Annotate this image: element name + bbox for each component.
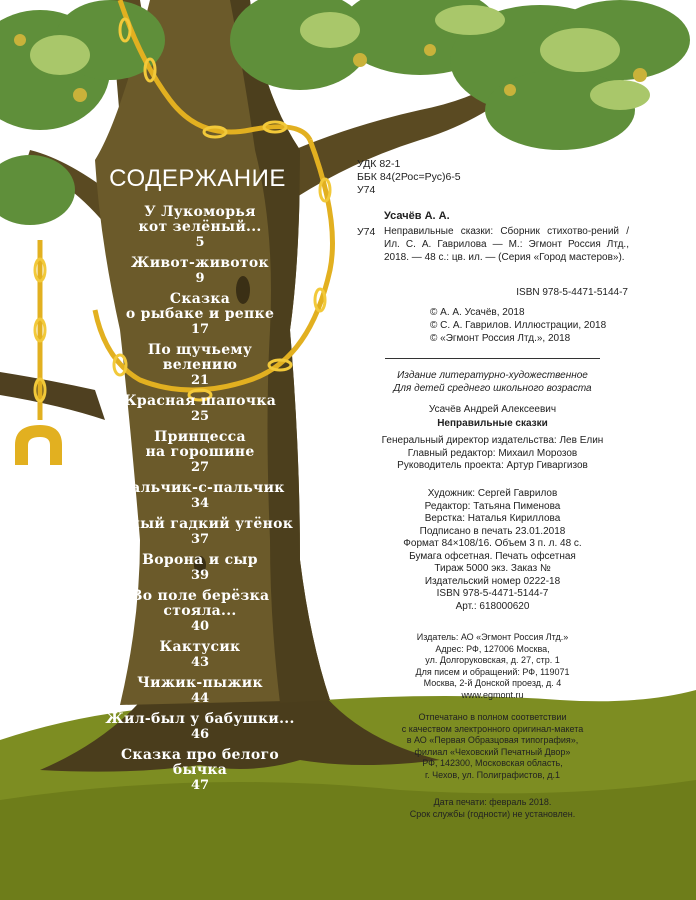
copyright-line: © «Эгмонт Россия Лтд.», 2018 bbox=[430, 333, 571, 344]
production-line: Издательский номер 0222-18 bbox=[424, 575, 561, 587]
author-name: Усачёв А. А. bbox=[384, 210, 450, 222]
toc-entry-title: Мальчик-с-пальчик bbox=[115, 480, 285, 496]
divider bbox=[385, 358, 600, 359]
bibliographic-description: Неправильные сказки: Сборник стихотво-рений / Ил. С. А. Гаврилова — М.: Эгмонт Россия Лтд., 2018. — 48 с.: цв. ил. — (Серия «Город мастеров»). bbox=[384, 226, 629, 263]
production-line: Арт.: 618000620 bbox=[455, 600, 530, 612]
printer-line: в АО «Первая Образцовая типография», bbox=[406, 735, 579, 745]
staff-line: Генеральный директор издательства: Лев Елин bbox=[381, 435, 604, 446]
toc-entry bbox=[95, 712, 305, 742]
toc-entry-title: кот зелёный... bbox=[138, 219, 262, 235]
publisher-line: ул. Долгоруковская, д. 27, стр. 1 bbox=[425, 655, 560, 665]
toc-entry-page: 25 bbox=[190, 409, 210, 424]
branch-left-low bbox=[0, 372, 105, 420]
printer-line: РФ, 142300, Московская область, bbox=[422, 758, 563, 768]
copyrights bbox=[430, 306, 606, 345]
edition-line: Для детей среднего школьного возраста bbox=[393, 382, 592, 394]
toc-title: СОДЕРЖАНИЕ bbox=[109, 165, 286, 192]
copyright-line: © А. А. Усачёв, 2018 bbox=[430, 307, 525, 318]
toc-entry-title: Сказка bbox=[169, 291, 231, 307]
toc-entry-page: 40 bbox=[190, 619, 210, 634]
publisher-line: www.egmont.ru bbox=[461, 689, 524, 700]
classification-codes bbox=[357, 158, 461, 197]
toc-entry bbox=[95, 205, 305, 250]
production-line: Бумага офсетная. Печать офсетная bbox=[409, 550, 576, 562]
production-line: Художник: Сергей Гаврилов bbox=[427, 488, 558, 499]
copyright-line: © С. А. Гаврилов. Иллюстрации, 2018 bbox=[430, 320, 607, 331]
toc-entry-title: Красная шапочка bbox=[123, 393, 277, 409]
toc-entry-page: 44 bbox=[190, 691, 210, 706]
production-line: Верстка: Наталья Кириллова bbox=[424, 513, 561, 524]
production-line: Редактор: Татьяна Пименова bbox=[424, 500, 561, 512]
toc-entry-title: Жил-был у бабушки... bbox=[105, 711, 295, 727]
staff-line: Руководитель проекта: Артур Гиваргизов bbox=[397, 460, 588, 471]
author-full-name: Усачёв Андрей Алексеевич bbox=[428, 404, 557, 415]
toc-entry-title: стояла... bbox=[163, 603, 237, 619]
publisher-line: Для писем и обращений: РФ, 119071 bbox=[415, 666, 570, 677]
toc-entry-page: 34 bbox=[190, 496, 210, 511]
isbn: ISBN 978-5-4471-5144-7 bbox=[516, 287, 628, 298]
biblio-code: У74 bbox=[357, 226, 376, 238]
bbk-code: ББК 84(2Рос=Рус)6-5 bbox=[357, 171, 461, 183]
publisher-line: Издатель: АО «Эгмонт Россия Лтд.» bbox=[416, 632, 569, 642]
toc-entry-title: Самый гадкий утёнок bbox=[106, 516, 294, 532]
toc-entry-page: 46 bbox=[190, 727, 210, 742]
edition-info bbox=[355, 370, 630, 395]
book-title: Неправильные сказки bbox=[437, 418, 548, 429]
toc-entry bbox=[95, 748, 305, 793]
toc-entry-title: Принцесса bbox=[154, 429, 246, 445]
author-sign-code: У74 bbox=[357, 184, 376, 196]
staff-line: Главный редактор: Михаил Морозов bbox=[407, 447, 578, 459]
printer-info bbox=[355, 712, 630, 781]
toc-entry-page: 39 bbox=[190, 568, 210, 583]
printer-line: с качеством электронного оригинал-макета bbox=[401, 723, 584, 734]
publisher-line: Адрес: РФ, 127006 Москва, bbox=[435, 643, 550, 654]
toc-entry-title: Чижик-пыжик bbox=[137, 675, 263, 691]
toc-entry-title: По щучьему bbox=[147, 342, 253, 358]
toc-entry-page: 17 bbox=[190, 322, 210, 337]
date-line: Срок службы (годности) не установлен. bbox=[409, 808, 576, 819]
toc-entry bbox=[95, 292, 305, 337]
publisher-line: Москва, 2-й Донской проезд, д. 4 bbox=[423, 678, 562, 688]
toc-entry-title: У Лукоморья bbox=[144, 204, 256, 220]
toc-entry-page: 9 bbox=[195, 271, 205, 286]
toc-entry bbox=[95, 343, 305, 388]
print-dates bbox=[355, 797, 630, 820]
toc-entry bbox=[95, 256, 305, 286]
toc-entry-page: 47 bbox=[190, 778, 210, 793]
date-line: Дата печати: февраль 2018. bbox=[433, 797, 552, 807]
printer-line: г. Чехов, ул. Полиграфистов, д.1 bbox=[424, 769, 561, 780]
udk-code: УДК 82-1 bbox=[357, 158, 401, 170]
toc-entry bbox=[95, 517, 305, 547]
toc-entry-page: 37 bbox=[190, 532, 210, 547]
toc-entry-page: 27 bbox=[190, 460, 210, 475]
table-of-contents bbox=[95, 205, 305, 799]
toc-entry bbox=[95, 394, 305, 424]
production-line: ISBN 978-5-4471-5144-7 bbox=[436, 588, 549, 599]
toc-entry bbox=[95, 553, 305, 583]
production-line: Тираж 5000 экз. Заказ № bbox=[434, 563, 551, 574]
toc-entry-title: Кактусик bbox=[159, 639, 241, 655]
toc-entry-page: 5 bbox=[195, 235, 205, 250]
toc-entry-title: Ворона и сыр bbox=[142, 552, 258, 568]
toc-entry-title: на горошине bbox=[145, 444, 255, 460]
production-info bbox=[355, 488, 630, 613]
staff-list bbox=[355, 435, 630, 473]
toc-entry-title: Сказка про белого бычка bbox=[120, 747, 280, 778]
toc-entry-title: велению bbox=[162, 357, 238, 373]
printer-line: филиал «Чеховский Печатный Двор» bbox=[414, 746, 571, 757]
production-line: Формат 84×108/16. Объем 3 п. л. 48 с. bbox=[403, 538, 582, 549]
toc-entry bbox=[95, 676, 305, 706]
toc-entry-page: 43 bbox=[190, 655, 210, 670]
publisher-info bbox=[355, 632, 630, 701]
chain-lock bbox=[15, 425, 62, 465]
edition-line: Издание литературно-художественное bbox=[397, 370, 588, 381]
production-line: Подписано в печать 23.01.2018 bbox=[419, 525, 566, 537]
toc-entry-title: Во поле берёзка bbox=[130, 588, 270, 604]
toc-entry bbox=[95, 430, 305, 475]
toc-entry-title: о рыбаке и репке bbox=[125, 306, 275, 322]
printer-line: Отпечатано в полном соответствии bbox=[418, 712, 567, 722]
toc-entry bbox=[95, 481, 305, 511]
toc-entry bbox=[95, 589, 305, 634]
toc-entry bbox=[95, 640, 305, 670]
toc-entry-page: 21 bbox=[190, 373, 210, 388]
toc-entry-title: Живот-животок bbox=[131, 255, 269, 271]
